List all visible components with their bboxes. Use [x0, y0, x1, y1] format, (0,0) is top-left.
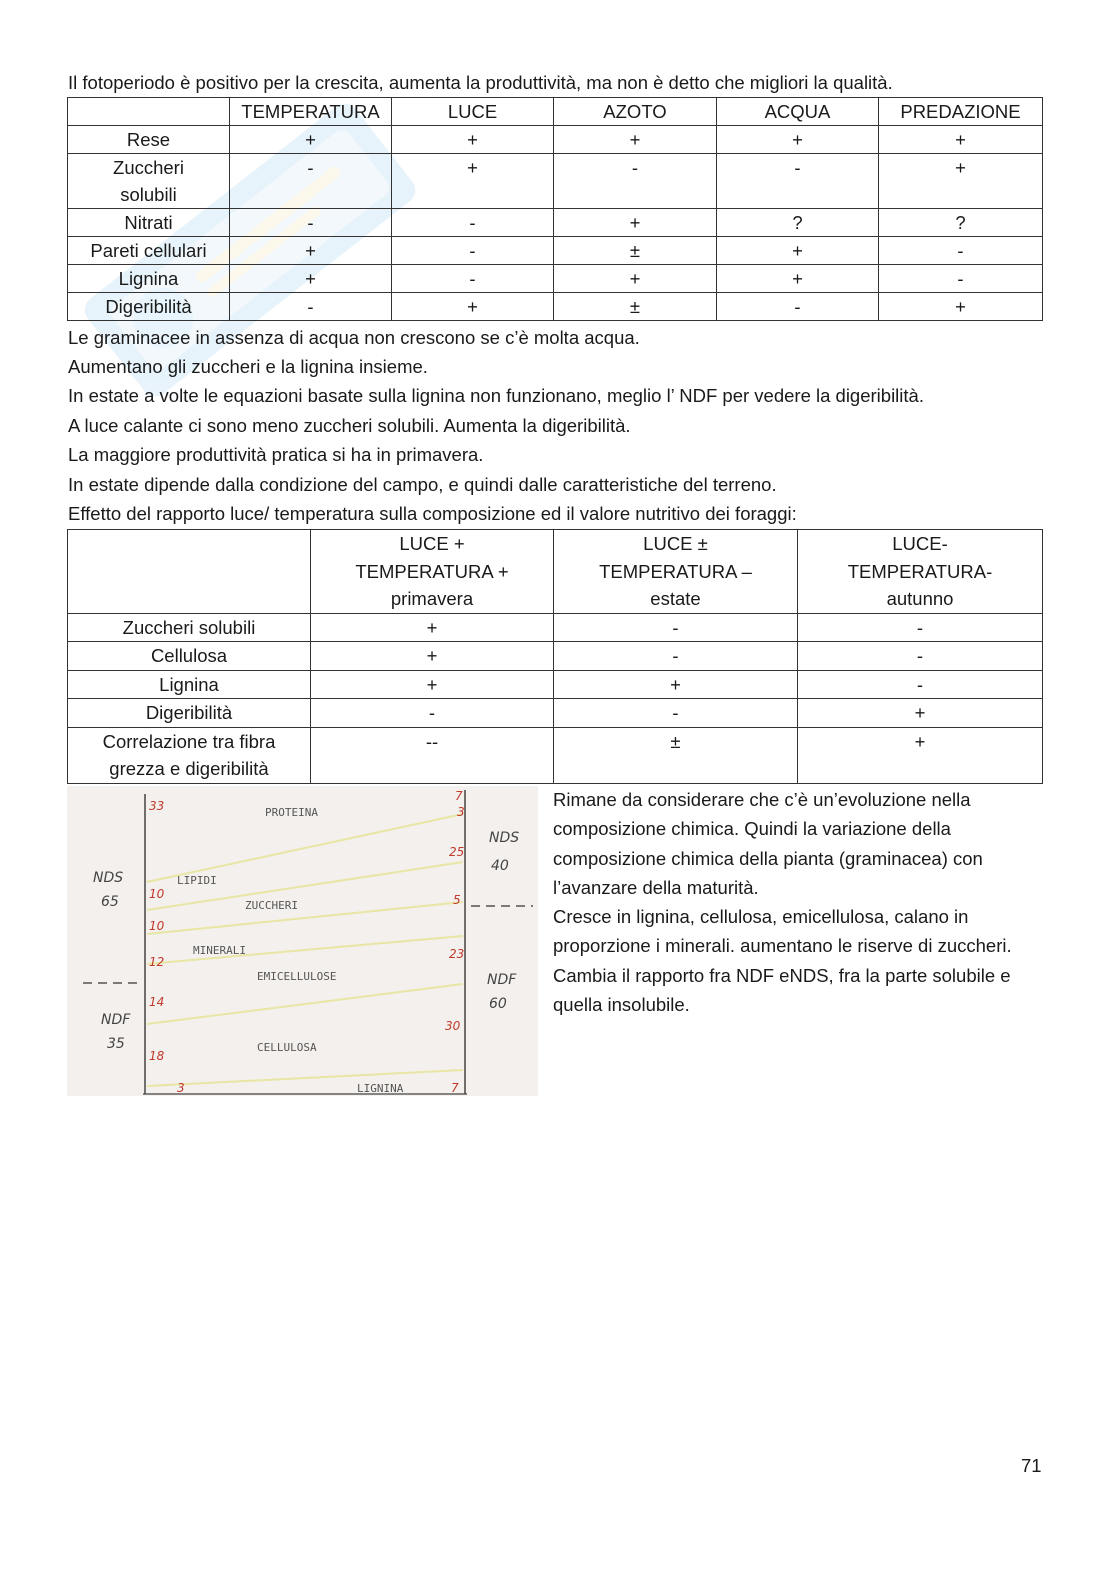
row-label-line: Correlazione tra fibra: [102, 730, 276, 752]
paragraph: A luce calante ci sono meno zuccheri solubili. Aumenta la digeribilità.: [68, 415, 631, 436]
header-line: primavera: [390, 588, 474, 609]
row-label: [68, 727, 311, 783]
header-line: autunno: [886, 588, 954, 609]
table-cell: +: [717, 237, 879, 265]
table-row: [68, 209, 1043, 237]
table-cell: +: [717, 265, 879, 293]
left-value: 10: [149, 919, 165, 933]
right-group-value: 40: [491, 858, 509, 874]
header-cell: [798, 530, 1043, 614]
right-value: 5: [453, 893, 461, 907]
paragraph: In estate dipende dalla condizione del campo, e quindi dalle caratteristiche del terreno.: [68, 474, 777, 495]
table-cell: ±: [554, 237, 717, 265]
table-cell: +: [230, 265, 392, 293]
header-line: TEMPERATURA +: [355, 560, 509, 582]
table-cell: +: [879, 293, 1043, 321]
left-value: 33: [149, 799, 165, 813]
header-cell: ACQUA: [717, 98, 879, 126]
paragraph: Rimane da considerare che c’è un’evoluzione nella composizione chimica. Quindi la variazione della composizione chimica della pianta (graminacea) con l’avanzare della maturità.: [553, 789, 983, 898]
boundary-line: [147, 814, 463, 882]
right-group-name: NDS: [489, 830, 520, 846]
header-cell: PREDAZIONE: [879, 98, 1043, 126]
header-cell: LUCE: [392, 98, 554, 126]
header-cell: TEMPERATURA: [230, 98, 392, 126]
header-cell: [554, 530, 798, 614]
right-value: 25: [449, 845, 465, 859]
right-group-name: NDF: [487, 972, 517, 988]
table-row: [68, 237, 1043, 265]
row-label-line: grezza e digeribilità: [109, 758, 269, 779]
table-row: [68, 727, 1043, 783]
left-value: 10: [149, 887, 165, 901]
table-cell: +: [554, 265, 717, 293]
table-cell: +: [311, 613, 554, 642]
table-cell: ±: [554, 727, 798, 783]
left-group-value: 35: [107, 1036, 125, 1052]
table-cell: ±: [554, 293, 717, 321]
left-value: 18: [149, 1049, 165, 1063]
header-line: TEMPERATURA –: [599, 560, 752, 582]
row-label: Zuccheri solubili: [68, 613, 311, 642]
table-row: [68, 613, 1043, 642]
header-line: LUCE +: [399, 533, 465, 554]
light-temperature-table: [67, 529, 1043, 784]
table-cell: +: [879, 126, 1043, 154]
boundary-line: [147, 1070, 463, 1086]
table-cell: +: [717, 126, 879, 154]
table-cell: -: [230, 209, 392, 237]
table-cell: +: [311, 642, 554, 671]
table-cell: -: [392, 237, 554, 265]
header-cell-empty: [68, 98, 230, 126]
left-value: 12: [149, 955, 165, 969]
table-cell: -: [311, 699, 554, 728]
page-number: 71: [1021, 1455, 1042, 1476]
table-cell: +: [230, 237, 392, 265]
table-row: [68, 154, 1043, 209]
header-line: estate: [650, 588, 701, 609]
growth-factors-table: [67, 97, 1043, 321]
header-line: LUCE ±: [643, 533, 708, 554]
row-label: Pareti cellulari: [68, 237, 230, 265]
table-cell: -: [879, 265, 1043, 293]
row-label: Lignina: [68, 670, 311, 699]
table-cell: -: [554, 154, 717, 209]
boundary-line: [147, 902, 463, 934]
table-row: [68, 670, 1043, 699]
left-group-value: 65: [101, 894, 119, 910]
right-value: 7: [451, 1081, 459, 1095]
table-cell: -: [798, 642, 1043, 671]
header-cell-empty: [68, 530, 311, 614]
left-value: 14: [149, 995, 165, 1009]
composition-sketch-drawing: [67, 786, 538, 1096]
row-label: Nitrati: [68, 209, 230, 237]
component-label: LIPIDI: [177, 874, 217, 887]
component-label: LIGNINA: [357, 1082, 404, 1095]
component-label: MINERALI: [193, 944, 246, 957]
paragraph: Effetto del rapporto luce/ temperatura sulla composizione ed il valore nutritivo dei foraggi:: [68, 503, 797, 524]
boundary-line: [147, 984, 463, 1024]
right-value: 30: [445, 1019, 461, 1033]
table-row: [68, 126, 1043, 154]
table-row: [68, 699, 1043, 728]
row-label: Cellulosa: [68, 642, 311, 671]
table-cell: -: [392, 265, 554, 293]
header-cell: [311, 530, 554, 614]
component-label: PROTEINA: [265, 806, 318, 819]
table-header-row: [68, 98, 1043, 126]
left-group-name: NDS: [93, 870, 124, 886]
table-cell: -: [230, 293, 392, 321]
table-header-row: [68, 530, 1043, 614]
right-value: 7: [455, 789, 463, 803]
table-cell: +: [392, 293, 554, 321]
right-value: 23: [449, 947, 465, 961]
table-cell: +: [554, 670, 798, 699]
row-label: Rese: [68, 126, 230, 154]
table-cell: ?: [879, 209, 1043, 237]
paragraph: In estate a volte le equazioni basate sulla lignina non funzionano, meglio l’ NDF per vedere la digeribilità.: [68, 385, 924, 406]
row-label: Lignina: [68, 265, 230, 293]
header-cell: AZOTO: [554, 98, 717, 126]
row-label: Digeribilità: [68, 699, 311, 728]
table-cell: -: [717, 293, 879, 321]
table-cell: -: [230, 154, 392, 209]
table-cell: -: [392, 209, 554, 237]
table-cell: ?: [717, 209, 879, 237]
table-cell: --: [311, 727, 554, 783]
table-cell: +: [554, 126, 717, 154]
table-cell: +: [798, 727, 1043, 783]
component-label: CELLULOSA: [257, 1041, 317, 1054]
table-row: [68, 293, 1043, 321]
right-group-value: 60: [489, 996, 507, 1012]
paragraph: La maggiore produttività pratica si ha in primavera.: [68, 444, 484, 465]
paragraph: Aumentano gli zuccheri e la lignina insieme.: [68, 356, 428, 377]
intro-text: Il fotoperiodo è positivo per la crescita, aumenta la produttività, ma non è detto che migliori la qualità.: [68, 72, 893, 93]
left-group-name: NDF: [101, 1012, 131, 1028]
table-cell: +: [879, 154, 1043, 209]
header-line: LUCE-: [892, 533, 948, 554]
right-value: 3: [457, 805, 465, 819]
row-label: Zuccheri solubili: [68, 154, 230, 209]
table-cell: -: [717, 154, 879, 209]
table-row: [68, 642, 1043, 671]
table-cell: +: [311, 670, 554, 699]
table-cell: -: [554, 613, 798, 642]
left-value: 3: [177, 1081, 185, 1095]
row-label: Digeribilità: [68, 293, 230, 321]
table-cell: +: [392, 126, 554, 154]
component-label: EMICELLULOSE: [257, 970, 337, 983]
table-cell: +: [392, 154, 554, 209]
table-cell: +: [554, 209, 717, 237]
header-line: TEMPERATURA-: [847, 560, 993, 582]
table-cell: -: [554, 642, 798, 671]
composition-sketch: [67, 786, 538, 1096]
table-cell: +: [798, 699, 1043, 728]
table-row: [68, 265, 1043, 293]
table-cell: -: [798, 613, 1043, 642]
paragraph: Cresce in lignina, cellulosa, emicellulosa, calano in proporzione i minerali. aumentano le riserve di zuccheri. Cambia il rapporto fra NDF eNDS, fra la parte solubile e quella insolubile.: [553, 906, 1012, 1016]
paragraph: Le graminacee in assenza di acqua non crescono se c’è molta acqua.: [68, 327, 640, 348]
table-cell: +: [230, 126, 392, 154]
table-cell: -: [798, 670, 1043, 699]
table-cell: -: [554, 699, 798, 728]
component-label: ZUCCHERI: [245, 899, 298, 912]
side-text: [553, 785, 1043, 1019]
table-cell: -: [879, 237, 1043, 265]
